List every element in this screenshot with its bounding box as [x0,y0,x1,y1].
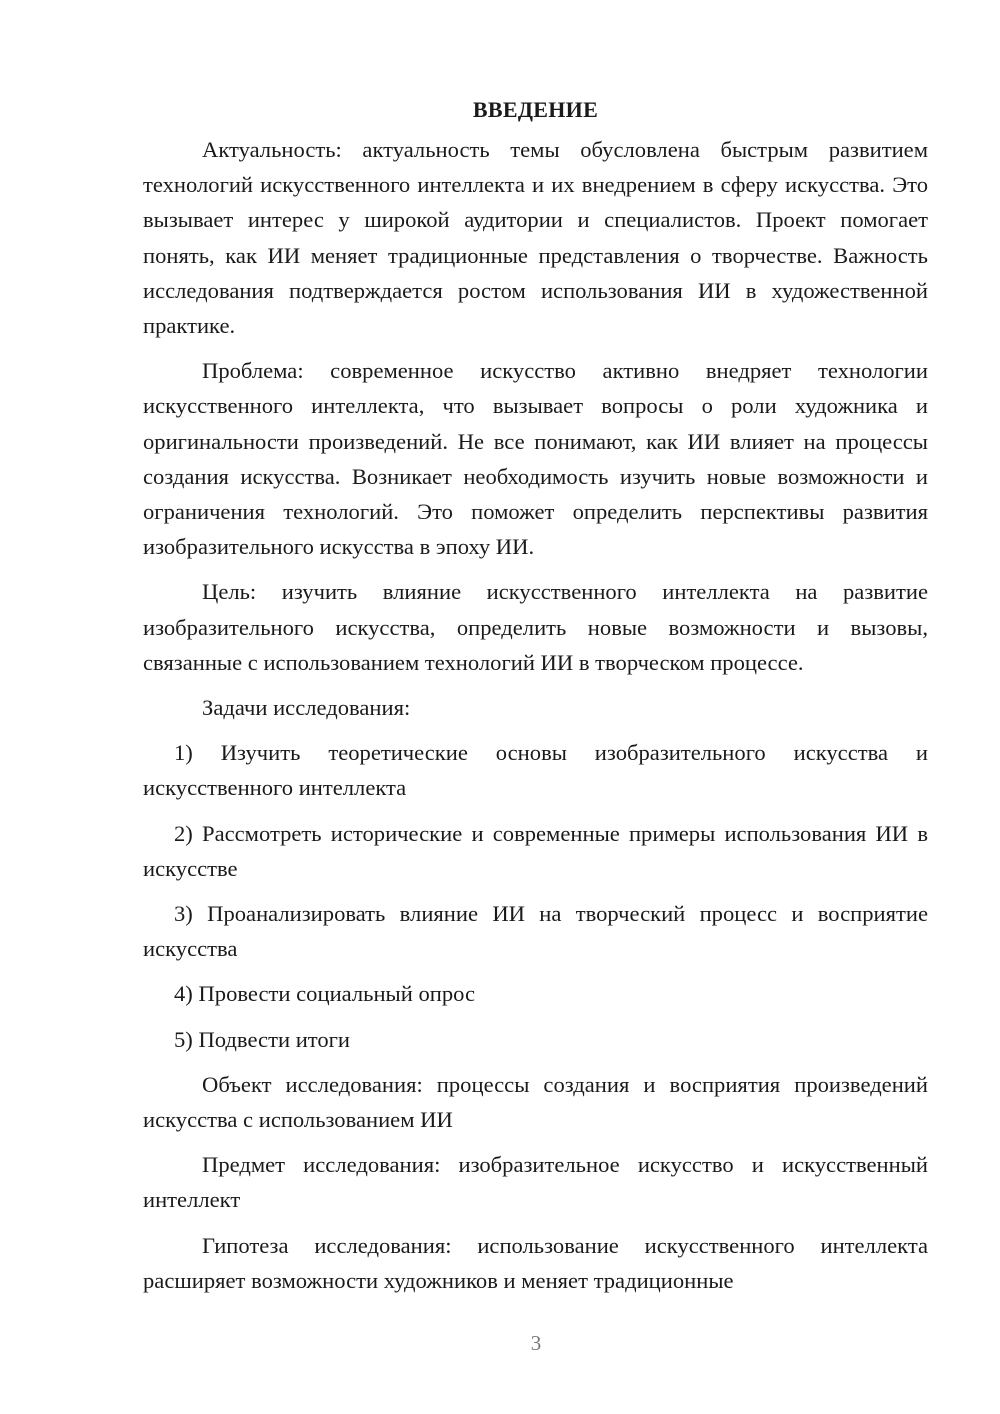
page-number: 3 [530,1331,542,1355]
paragraph-relevance: Актуальность: актуальность темы обусловлена быстрым развитием технологий искусственного интеллекта и их внедрением в сферу искусства. Это вызывает интерес у широкой аудитории и специалистов. Проект помогает понять, как ИИ меняет традиционные представления о творчестве. Важность исследования подтверждается ростом использования ИИ в художественной практике. [143,137,928,339]
page-content [143,92,928,1308]
task-item-1: 1) Изучить теоретические основы изобразительного искусства и искусственного интеллекта [143,740,928,801]
tasks-heading: Задачи исследования: [202,695,411,721]
task-item-4: 4) Провести социальный опрос [174,981,476,1007]
paragraph-goal: Цель: изучить влияние искусственного интеллекта на развитие изобразительного искусства, определить новые возможности и вызовы, связанные с использованием технологий ИИ в творческом процессе. [143,579,928,675]
paragraph-subject: Предмет исследования: изобразительное искусство и искусственный интеллект [143,1152,928,1213]
task-item-2: 2) Рассмотреть исторические и современные примеры использования ИИ в искусстве [143,820,928,881]
paragraph-hypothesis: Гипотеза исследования: использование искусственного интеллекта расширяет возможности художников и меняет традиционные [143,1232,928,1293]
paragraph-object: Объект исследования: процессы создания и восприятия произведений искусства с использованием ИИ [143,1071,928,1133]
task-item-5: 5) Подвести итоги [174,1026,351,1052]
task-item-3: 3) Проанализировать влияние ИИ на творческий процесс и восприятие искусства [143,901,928,962]
paragraph-problem: Проблема: современное искусство активно внедряет технологии искусственного интеллекта, что вызывает вопросы о роли художника и оригинальности произведений. Не все понимают, как ИИ влияет на процессы создания искусства. Возникает необходимость изучить новые возможности и ограничения технологий. Это поможет определить перспективы развития изобразительного искусства в эпоху ИИ. [143,358,928,560]
section-title: ВВЕДЕНИЕ [472,97,599,122]
